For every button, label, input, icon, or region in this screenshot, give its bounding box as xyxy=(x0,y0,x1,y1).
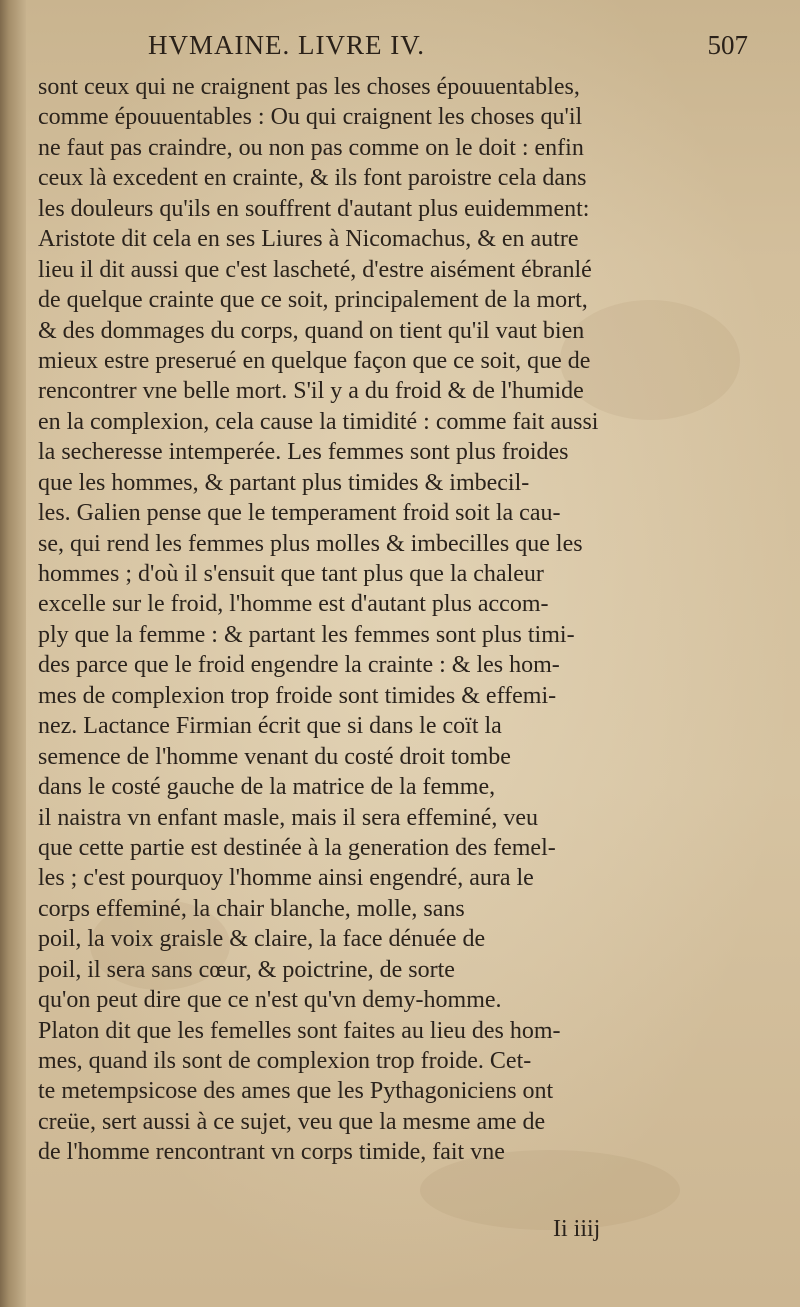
text-line: les douleurs qu'ils en souffrent d'autant plus euidemment: xyxy=(38,195,590,222)
text-line: lieu il dit aussi que c'est lascheté, d'estre aisément ébranlé xyxy=(38,256,592,283)
text-line: il naistra vn enfant masle, mais il sera effeminé, veu xyxy=(38,804,539,831)
text-line: que les hommes, & partant plus timides & imbecil- xyxy=(38,469,530,496)
text-line: corps effeminé, la chair blanche, molle, sans xyxy=(38,895,465,922)
page-number: 507 xyxy=(707,30,748,60)
text-line: poil, la voix graisle & claire, la face dénuée de xyxy=(38,926,486,953)
book-gutter xyxy=(0,0,26,1307)
text-line: ceux là excedent en crainte, & ils font paroistre cela dans xyxy=(38,165,587,192)
signature-mark: Ii iiij xyxy=(553,1216,601,1242)
text-line: de l'homme rencontrant vn corps timide, fait vne xyxy=(38,1139,505,1166)
text-line: excelle sur le froid, l'homme est d'autant plus accom- xyxy=(38,591,549,618)
text-line: les. Galien pense que le temperament froid soit la cau- xyxy=(38,500,561,527)
text-line: sont ceux qui ne craignent pas les choses épouuentables, xyxy=(38,74,580,100)
text-line: les ; c'est pourquoy l'homme ainsi engendré, aura le xyxy=(38,865,534,892)
text-line: Aristote dit cela en ses Liures à Nicomachus, & en autre xyxy=(38,226,579,253)
text-line: creüe, sert aussi à ce sujet, veu que la mesme ame de xyxy=(38,1108,546,1135)
text-line: des parce que le froid engendre la crainte : & les hom- xyxy=(38,652,560,679)
text-line: & des dommages du corps, quand on tient qu'il vaut bien xyxy=(38,317,585,344)
text-line: ply que la femme : & partant les femmes sont plus timi- xyxy=(38,621,575,648)
text-line: comme épouuentables : Ou qui craignent les choses qu'il xyxy=(38,104,583,131)
text-line: poil, il sera sans cœur, & poictrine, de sorte xyxy=(38,956,455,983)
text-line: rencontrer vne belle mort. S'il y a du froid & de l'humide xyxy=(38,378,584,405)
text-line: ne faut pas craindre, ou non pas comme on le doit : enfin xyxy=(38,134,584,161)
text-line: de quelque crainte que ce soit, principalement de la mort, xyxy=(38,287,588,314)
text-line: mes de complexion trop froide sont timides & effemi- xyxy=(38,682,557,709)
page-header xyxy=(148,30,748,70)
text-line: te metempsicose des ames que les Pythagoniciens ont xyxy=(38,1078,554,1105)
text-line: qu'on peut dire que ce n'est qu'vn demy-homme. xyxy=(38,987,502,1014)
text-line: hommes ; d'où il s'ensuit que tant plus que la chaleur xyxy=(38,561,544,587)
text-line: mes, quand ils sont de complexion trop froide. Cet- xyxy=(38,1048,532,1074)
text-line: que cette partie est destinée à la generation des femel- xyxy=(38,834,556,861)
body-text xyxy=(38,72,764,1168)
text-line: nez. Lactance Firmian écrit que si dans le coït la xyxy=(38,713,502,740)
text-line: dans le costé gauche de la matrice de la femme, xyxy=(38,774,496,801)
text-line: la secheresse intemperée. Les femmes sont plus froides xyxy=(38,439,569,466)
text-line: semence de l'homme venant du costé droit tombe xyxy=(38,743,511,770)
text-line: en la complexion, cela cause la timidité : comme fait aussi xyxy=(38,408,599,435)
running-head: HVMAINE. LIVRE IV. xyxy=(148,30,425,60)
text-line: mieux estre preserué en quelque façon que ce soit, que de xyxy=(38,347,591,374)
text-line: Platon dit que les femelles sont faites au lieu des hom- xyxy=(38,1017,561,1044)
text-line: se, qui rend les femmes plus molles & imbecilles que les xyxy=(38,530,583,557)
